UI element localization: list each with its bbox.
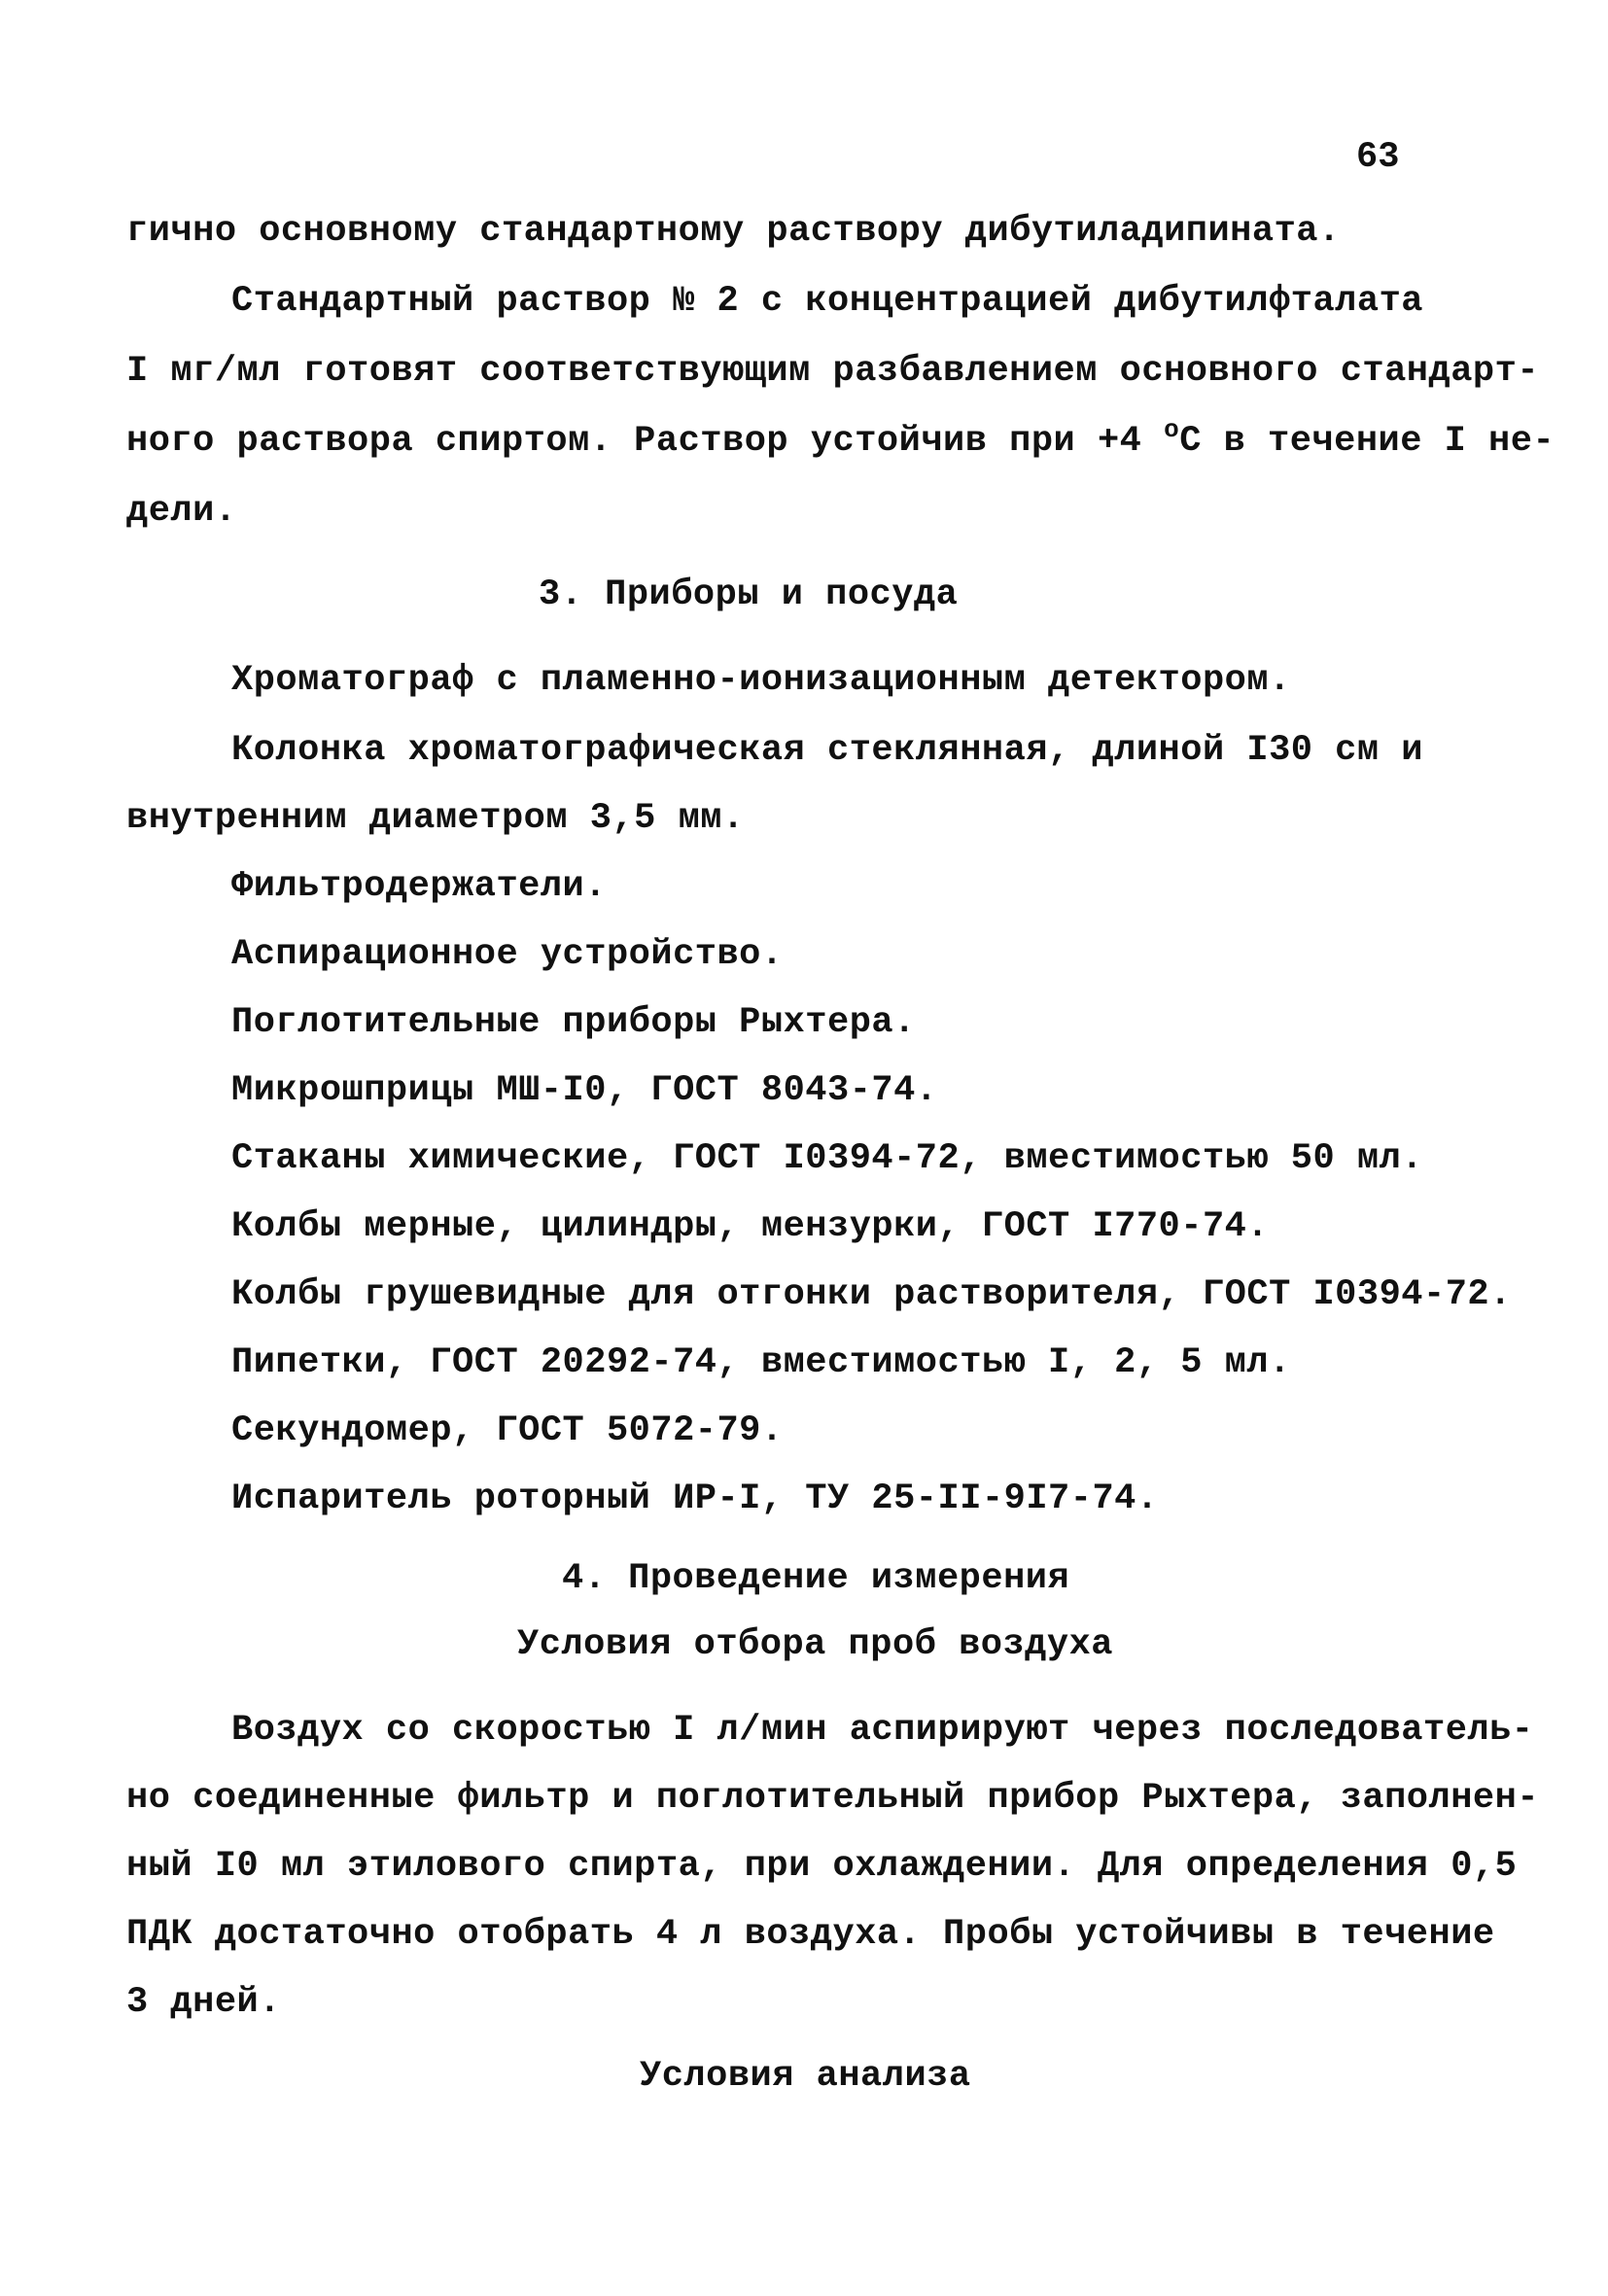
section-3-item: Секундомер, ГОСТ 5072-79.	[231, 1410, 784, 1451]
paragraph-2-line-3-start: ного раствора спиртом. Раствор устойчив при +4	[126, 421, 1165, 462]
section-4-paragraph-line: ный I0 мл этилового спирта, при охлаждении. Для определения 0,5	[126, 1846, 1518, 1887]
section-3-item: Хроматограф с пламенно-ионизационным детектором.	[231, 660, 1291, 701]
section-3-heading: 3. Приборы и посуда	[539, 574, 959, 615]
paragraph-2-line-1: Стандартный раствор № 2 с концентрацией дибутилфталата	[231, 281, 1423, 322]
section-3-item: внутренним диаметром 3,5 мм.	[126, 798, 745, 839]
page-number: 63	[1356, 137, 1400, 178]
section-3-item: Поглотительные приборы Рыхтера.	[231, 1002, 916, 1043]
paragraph-1-line-1: гично основному стандартному раствору дибутиладипината.	[126, 211, 1341, 252]
section-3-item: Микрошприцы МШ-I0, ГОСТ 8043-74.	[231, 1070, 938, 1111]
section-3-item: Аспирационное устройство.	[231, 934, 784, 975]
section-4-paragraph-line: Воздух со скоростью I л/мин аспирируют через последователь-	[231, 1710, 1534, 1751]
section-3-item: Колбы грушевидные для отгонки растворителя, ГОСТ I0394-72.	[231, 1274, 1512, 1315]
section-4-paragraph-line: 3 дней.	[126, 1982, 281, 2023]
paragraph-2-line-3	[126, 415, 1556, 463]
degree-superscript: o	[1164, 415, 1180, 444]
section-3-item: Колонка хроматографическая стеклянная, длиной I30 см и	[231, 730, 1423, 771]
section-4-paragraph-line: ПДК достаточно отобрать 4 л воздуха. Пробы устойчивы в течение	[126, 1914, 1495, 1955]
section-4-paragraph-line: но соединенные фильтр и поглотительный прибор Рыхтера, заполнен-	[126, 1778, 1540, 1819]
paragraph-2-line-4: дели.	[126, 491, 237, 532]
section-3-item: Фильтродержатели.	[231, 866, 607, 907]
section-3-item: Испаритель роторный ИР-I, ТУ 25-II-9I7-74.	[231, 1478, 1159, 1519]
paragraph-2-line-2: I мг/мл готовят соответствующим разбавлением основного стандарт-	[126, 351, 1540, 392]
section-4-subheading-analysis: Условия анализа	[640, 2056, 971, 2097]
paragraph-2-line-3-end: С в течение I не-	[1179, 421, 1556, 462]
section-3-item: Стаканы химические, ГОСТ I0394-72, вместимостью 50 мл.	[231, 1138, 1423, 1179]
section-4-subheading-sampling: Условия отбора проб воздуха	[517, 1624, 1113, 1665]
section-4-heading: 4. Проведение измерения	[562, 1558, 1070, 1599]
section-3-item: Колбы мерные, цилиндры, мензурки, ГОСТ I770-74.	[231, 1206, 1270, 1247]
section-3-item: Пипетки, ГОСТ 20292-74, вместимостью I, 2, 5 мл.	[231, 1342, 1291, 1383]
